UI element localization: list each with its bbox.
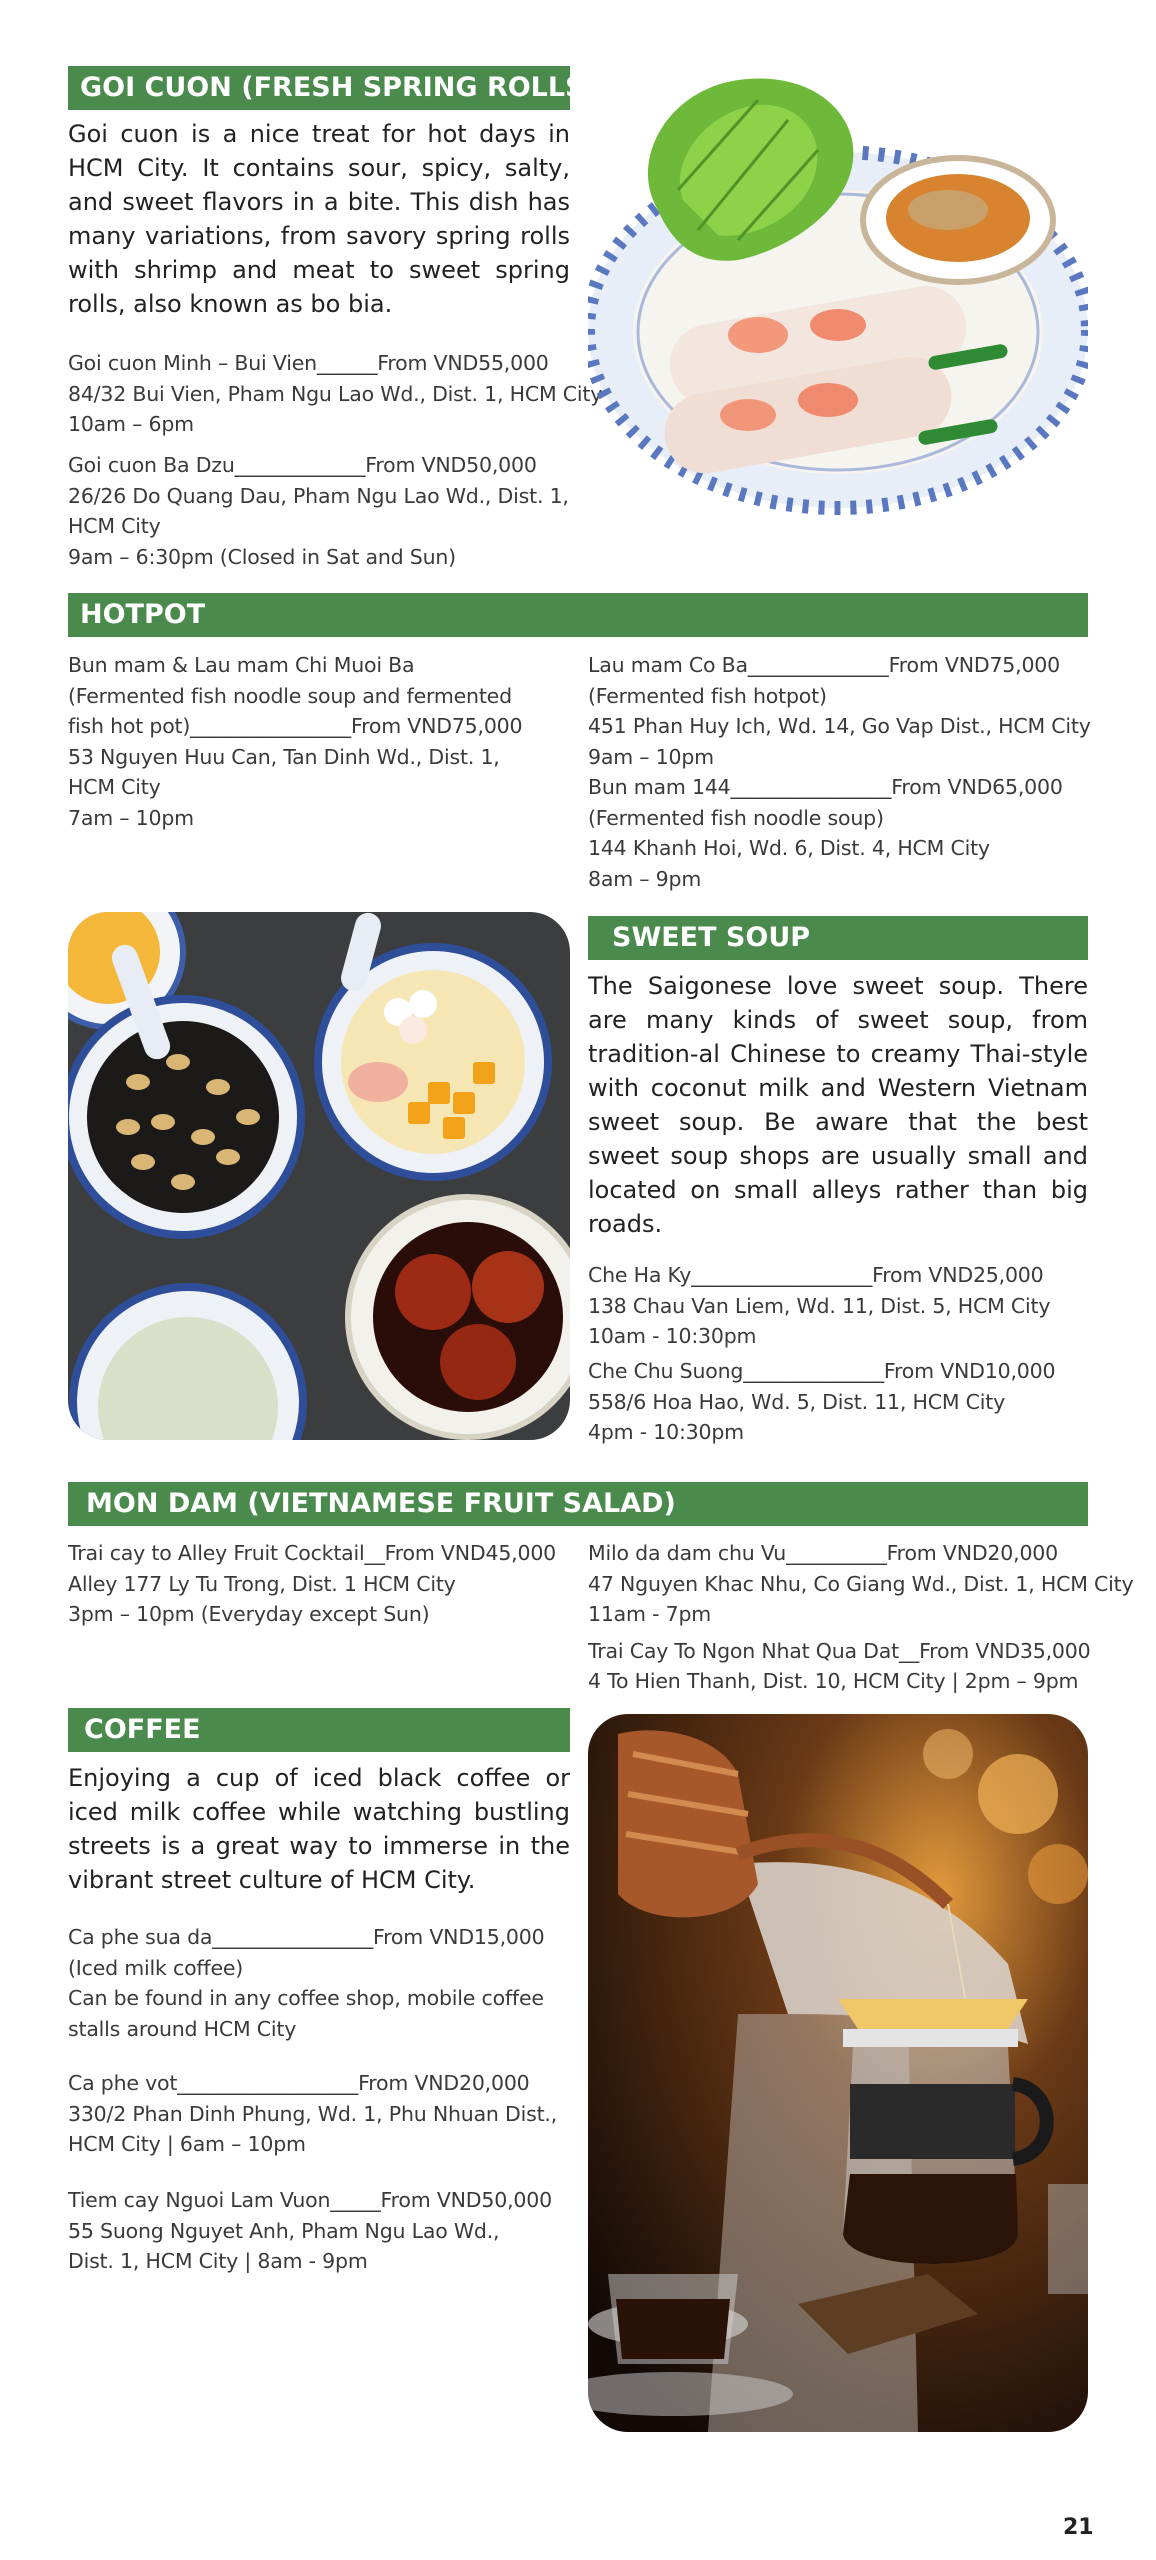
coffee-listing-1 [68,1922,580,2044]
listing-address: 144 Khanh Hoi, Wd. 6, Dist. 4, HCM City [588,836,990,860]
listing-title: Che Chu Suong______________From VND10,000 [588,1359,1056,1383]
listing-price: fish hot pot)________________From VND75,000 [68,714,523,738]
listing-hours: 4pm - 10:30pm [588,1420,744,1444]
listing-description: (Iced milk coffee) [68,1955,244,1980]
section-header-sweet-soup: SWEET SOUP [588,916,1088,960]
listing-title: Ca phe sua da________________From VND15,000 [68,1925,545,1949]
listing-hours: Dist. 1, HCM City | 8am - 9pm [68,2249,368,2273]
section-header-goi-cuon: GOI CUON (FRESH SPRING ROLLS) [68,66,570,110]
sweet-soup-photo [68,912,570,1440]
listing-address-hours: 4 To Hien Thanh, Dist. 10, HCM City | 2pm – 9pm [588,1669,1079,1693]
listing-title: Milo da dam chu Vu__________From VND20,000 [588,1541,1058,1565]
listing-address: Alley 177 Ly Tu Trong, Dist. 1 HCM City [68,1571,456,1596]
listing-hours: 10am - 10:30pm [588,1324,757,1348]
listing-address-cont: HCM City [68,514,161,538]
sweet-soup-listing-2 [588,1356,1098,1448]
hotpot-listing-right [588,650,1098,894]
listing-hours: 8am – 9pm [588,866,702,891]
listing-description: (Fermented fish noodle soup) [588,805,884,830]
listing-title: Trai cay to Alley Fruit Cocktail__From VND45,000 [68,1541,557,1565]
listing-hours: 3pm – 10pm (Everyday except Sun) [68,1602,430,1626]
listing-description: (Fermented fish noodle soup and fermented [68,683,512,708]
listing-hours: 7am – 10pm [68,805,194,830]
sweet-soup-listing-1 [588,1260,1098,1352]
listing-address: 330/2 Phan Dinh Phung, Wd. 1, Phu Nhuan Dist., [68,2101,558,2126]
listing-address: Can be found in any coffee shop, mobile coffee [68,1986,544,2010]
listing-title: Goi cuon Ba Dzu_____________From VND50,000 [68,453,537,477]
listing-hours: 9am – 6:30pm (Closed in Sat and Sun) [68,544,456,569]
listing-description: (Fermented fish hotpot) [588,683,827,708]
listing-address: 26/26 Do Quang Dau, Pham Ngu Lao Wd., Dist. 1, [68,483,569,508]
listing-title: Lau mam Co Ba______________From VND75,000 [588,653,1060,677]
coffee-listing-3 [68,2185,580,2277]
sweet-soup-intro: The Saigonese love sweet soup. There are many kinds of sweet soup, from tradition-al Chinese to creamy Thai-style with coconut milk and Western Vietnam sweet soup. Be aware that the best sweet soup shops are usually small and located on small alleys rather than big roads. [588,972,1088,1238]
coffee-intro: Enjoying a cup of iced black coffee or iced milk coffee while watching bustling streets is a great way to immerse in the vibrant street culture of HCM City. [68,1764,570,1894]
goi-cuon-listing-1 [68,348,603,440]
listing-hours: HCM City | 6am – 10pm [68,2132,306,2156]
coffee-photo [588,1714,1088,2432]
listing-hours: 11am - 7pm [588,1602,712,1626]
listing-title: Goi cuon Minh – Bui Vien______From VND55,000 [68,351,549,375]
hotpot-listing-left [68,650,580,833]
mon-dam-listing-right [588,1538,1134,1697]
listing-hours: 9am – 10pm [588,744,714,769]
listing-address: 451 Phan Huy Ich, Wd. 14, Go Vap Dist., HCM City [588,714,1091,738]
listing-address: 53 Nguyen Huu Can, Tan Dinh Wd., Dist. 1, [68,744,500,769]
listing-title: Ca phe vot__________________From VND20,000 [68,2071,530,2095]
listing-address-cont: HCM City [68,775,161,799]
mon-dam-listing-left [68,1538,580,1630]
listing-title: Che Ha Ky__________________From VND25,000 [588,1263,1044,1287]
listing-title: Tiem cay Nguoi Lam Vuon_____From VND50,000 [68,2188,552,2212]
listing-hours: 10am – 6pm [68,412,194,436]
listing-address-cont: stalls around HCM City [68,2016,297,2041]
section-header-mon-dam: MON DAM (VIETNAMESE FRUIT SALAD) [68,1482,1088,1526]
listing-title: Trai Cay To Ngon Nhat Qua Dat__From VND35,000 [588,1638,1091,1663]
section-header-hotpot: HOTPOT [68,593,1088,637]
listing-address: 558/6 Hoa Hao, Wd. 5, Dist. 11, HCM City [588,1389,1006,1414]
listing-address: 55 Suong Nguyet Anh, Pham Ngu Lao Wd., [68,2218,500,2243]
section-header-coffee: COFFEE [68,1708,570,1752]
goi-cuon-intro: Goi cuon is a nice treat for hot days in HCM City. It contains sour, spicy, salty, and sweet flavors in a bite. This dish has many variations, from savory spring rolls with shrimp and meat to sweet spring rolls, also known as bo bia. [68,120,570,318]
listing-address: 84/32 Bui Vien, Pham Ngu Lao Wd., Dist. 1, HCM City [68,381,603,406]
listing-address: 138 Chau Van Liem, Wd. 11, Dist. 5, HCM City [588,1293,1051,1318]
spring-rolls-photo [588,70,1088,530]
coffee-listing-2 [68,2068,580,2160]
page-number: 21 [1063,2515,1094,2540]
goi-cuon-listing-2 [68,450,578,572]
listing-title: Bun mam & Lau mam Chi Muoi Ba [68,653,415,677]
listing-title: Bun mam 144________________From VND65,000 [588,775,1063,799]
listing-address: 47 Nguyen Khac Nhu, Co Giang Wd., Dist. 1, HCM City [588,1571,1134,1596]
